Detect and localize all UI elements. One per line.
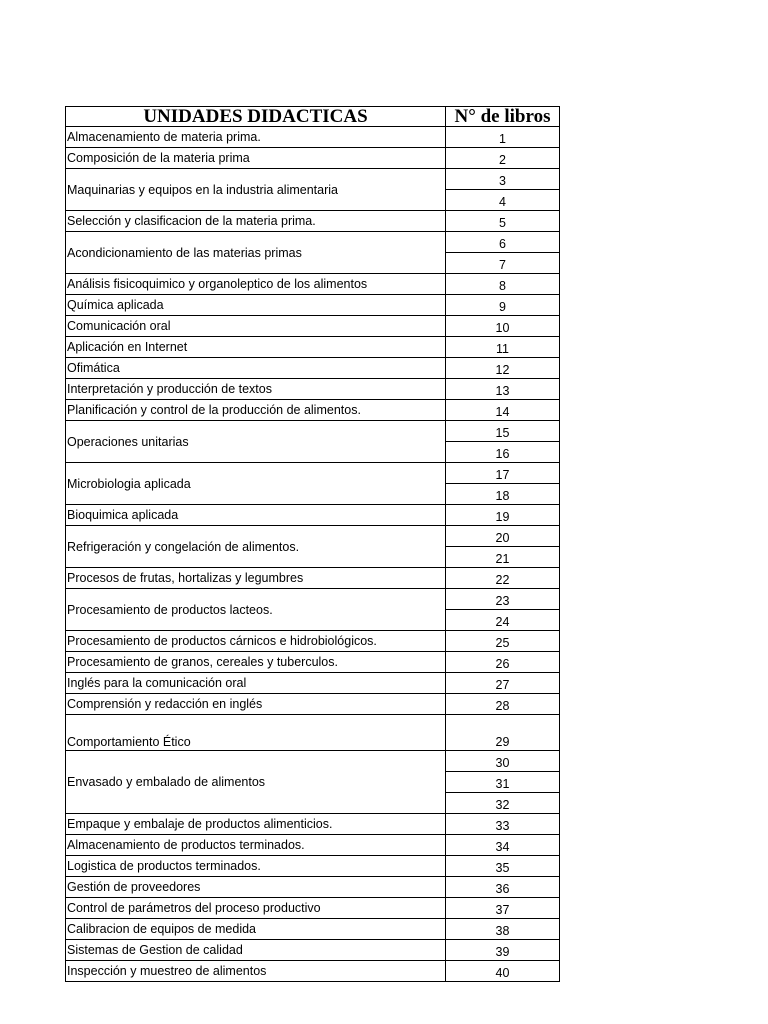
book-number-cell[interactable]: 18 bbox=[446, 484, 560, 505]
table-body bbox=[66, 127, 560, 982]
spreadsheet bbox=[65, 106, 559, 982]
table-row bbox=[66, 337, 560, 358]
table-row bbox=[66, 715, 560, 751]
unit-name-cell[interactable]: Interpretación y producción de textos bbox=[66, 379, 446, 400]
unit-name-cell[interactable]: Gestión de proveedores bbox=[66, 877, 446, 898]
book-number-cell[interactable]: 21 bbox=[446, 547, 560, 568]
unit-name-cell[interactable]: Almacenamiento de productos terminados. bbox=[66, 835, 446, 856]
book-number-cell[interactable]: 1 bbox=[446, 127, 560, 148]
table-row bbox=[66, 505, 560, 526]
table-row bbox=[66, 919, 560, 940]
table-row bbox=[66, 526, 560, 547]
unit-name-cell[interactable]: Selección y clasificacion de la materia prima. bbox=[66, 211, 446, 232]
book-number-cell[interactable]: 37 bbox=[446, 898, 560, 919]
unit-name-cell[interactable]: Envasado y embalado de alimentos bbox=[66, 751, 446, 814]
book-number-cell[interactable]: 17 bbox=[446, 463, 560, 484]
units-table bbox=[65, 106, 560, 982]
table-row bbox=[66, 877, 560, 898]
book-number-cell[interactable]: 39 bbox=[446, 940, 560, 961]
unit-name-cell[interactable]: Inglés para la comunicación oral bbox=[66, 673, 446, 694]
unit-name-cell[interactable]: Comunicación oral bbox=[66, 316, 446, 337]
table-row bbox=[66, 652, 560, 673]
book-number-cell[interactable]: 30 bbox=[446, 751, 560, 772]
book-number-cell[interactable]: 34 bbox=[446, 835, 560, 856]
unit-name-cell[interactable]: Procesos de frutas, hortalizas y legumbres bbox=[66, 568, 446, 589]
table-row bbox=[66, 568, 560, 589]
table-row bbox=[66, 211, 560, 232]
book-number-cell[interactable]: 25 bbox=[446, 631, 560, 652]
unit-name-cell[interactable]: Procesamiento de productos cárnicos e hidrobiológicos. bbox=[66, 631, 446, 652]
book-number-cell[interactable]: 15 bbox=[446, 421, 560, 442]
book-number-cell[interactable]: 2 bbox=[446, 148, 560, 169]
unit-name-cell[interactable]: Procesamiento de productos lacteos. bbox=[66, 589, 446, 631]
table-row bbox=[66, 148, 560, 169]
book-number-cell[interactable]: 32 bbox=[446, 793, 560, 814]
unit-name-cell[interactable]: Análisis fisicoquimico y organoleptico de los alimentos bbox=[66, 274, 446, 295]
book-number-cell[interactable]: 4 bbox=[446, 190, 560, 211]
book-number-cell[interactable]: 38 bbox=[446, 919, 560, 940]
book-number-cell[interactable]: 5 bbox=[446, 211, 560, 232]
book-number-cell[interactable]: 22 bbox=[446, 568, 560, 589]
unit-name-cell[interactable]: Química aplicada bbox=[66, 295, 446, 316]
table-row bbox=[66, 463, 560, 484]
table-row bbox=[66, 673, 560, 694]
book-number-cell[interactable]: 26 bbox=[446, 652, 560, 673]
table-row bbox=[66, 856, 560, 877]
book-number-cell[interactable]: 23 bbox=[446, 589, 560, 610]
unit-name-cell[interactable]: Sistemas de Gestion de calidad bbox=[66, 940, 446, 961]
unit-name-cell[interactable]: Composición de la materia prima bbox=[66, 148, 446, 169]
header-books[interactable]: N° de libros bbox=[446, 107, 560, 127]
table-row bbox=[66, 295, 560, 316]
unit-name-cell[interactable]: Ofimática bbox=[66, 358, 446, 379]
table-row bbox=[66, 814, 560, 835]
unit-name-cell[interactable]: Control de parámetros del proceso productivo bbox=[66, 898, 446, 919]
book-number-cell[interactable]: 24 bbox=[446, 610, 560, 631]
header-row bbox=[66, 107, 560, 127]
unit-name-cell[interactable]: Operaciones unitarias bbox=[66, 421, 446, 463]
unit-name-cell[interactable]: Acondicionamiento de las materias primas bbox=[66, 232, 446, 274]
table-row bbox=[66, 358, 560, 379]
book-number-cell[interactable]: 19 bbox=[446, 505, 560, 526]
table-row bbox=[66, 421, 560, 442]
book-number-cell[interactable]: 20 bbox=[446, 526, 560, 547]
table-row bbox=[66, 400, 560, 421]
table-row bbox=[66, 127, 560, 148]
unit-name-cell[interactable]: Maquinarias y equipos en la industria alimentaria bbox=[66, 169, 446, 211]
book-number-cell[interactable]: 9 bbox=[446, 295, 560, 316]
table-row bbox=[66, 589, 560, 610]
unit-name-cell[interactable]: Empaque y embalaje de productos alimenticios. bbox=[66, 814, 446, 835]
unit-name-cell[interactable]: Comportamiento Ético bbox=[66, 715, 446, 751]
book-number-cell[interactable]: 29 bbox=[446, 715, 560, 751]
table-row bbox=[66, 274, 560, 295]
unit-name-cell[interactable]: Calibracion de equipos de medida bbox=[66, 919, 446, 940]
book-number-cell[interactable]: 13 bbox=[446, 379, 560, 400]
table-row bbox=[66, 961, 560, 982]
book-number-cell[interactable]: 10 bbox=[446, 316, 560, 337]
table-row bbox=[66, 751, 560, 772]
header-units[interactable]: UNIDADES DIDACTICAS bbox=[66, 107, 446, 127]
table-row bbox=[66, 940, 560, 961]
book-number-cell[interactable]: 7 bbox=[446, 253, 560, 274]
unit-name-cell[interactable]: Logistica de productos terminados. bbox=[66, 856, 446, 877]
book-number-cell[interactable]: 6 bbox=[446, 232, 560, 253]
book-number-cell[interactable]: 16 bbox=[446, 442, 560, 463]
book-number-cell[interactable]: 40 bbox=[446, 961, 560, 982]
book-number-cell[interactable]: 27 bbox=[446, 673, 560, 694]
table-row bbox=[66, 694, 560, 715]
book-number-cell[interactable]: 12 bbox=[446, 358, 560, 379]
unit-name-cell[interactable]: Microbiologia aplicada bbox=[66, 463, 446, 505]
unit-name-cell[interactable]: Planificación y control de la producción de alimentos. bbox=[66, 400, 446, 421]
book-number-cell[interactable]: 11 bbox=[446, 337, 560, 358]
unit-name-cell[interactable]: Aplicación en Internet bbox=[66, 337, 446, 358]
unit-name-cell[interactable]: Procesamiento de granos, cereales y tuberculos. bbox=[66, 652, 446, 673]
unit-name-cell[interactable]: Comprensión y redacción en inglés bbox=[66, 694, 446, 715]
book-number-cell[interactable]: 3 bbox=[446, 169, 560, 190]
book-number-cell[interactable]: 14 bbox=[446, 400, 560, 421]
book-number-cell[interactable]: 33 bbox=[446, 814, 560, 835]
table-row bbox=[66, 316, 560, 337]
unit-name-cell[interactable]: Almacenamiento de materia prima. bbox=[66, 127, 446, 148]
book-number-cell[interactable]: 8 bbox=[446, 274, 560, 295]
table-row bbox=[66, 631, 560, 652]
book-number-cell[interactable]: 31 bbox=[446, 772, 560, 793]
book-number-cell[interactable]: 36 bbox=[446, 877, 560, 898]
table-row bbox=[66, 898, 560, 919]
table-row bbox=[66, 835, 560, 856]
book-number-cell[interactable]: 35 bbox=[446, 856, 560, 877]
table-row bbox=[66, 232, 560, 253]
book-number-cell[interactable]: 28 bbox=[446, 694, 560, 715]
table-row bbox=[66, 169, 560, 190]
unit-name-cell[interactable]: Bioquimica aplicada bbox=[66, 505, 446, 526]
unit-name-cell[interactable]: Refrigeración y congelación de alimentos. bbox=[66, 526, 446, 568]
unit-name-cell[interactable]: Inspección y muestreo de alimentos bbox=[66, 961, 446, 982]
table-row bbox=[66, 379, 560, 400]
